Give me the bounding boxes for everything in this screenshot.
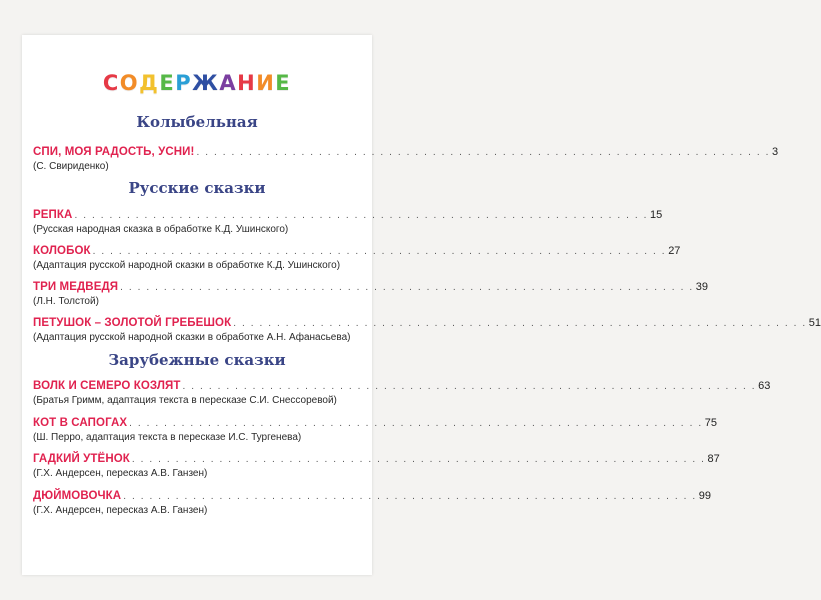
section-heading-lullaby: Колыбельная <box>136 113 258 131</box>
page-number: 15 <box>650 209 663 221</box>
entry-title[interactable]: ПЕТУШОК – ЗОЛОТОЙ ГРЕБЕШОК <box>33 317 232 329</box>
title-letter: И <box>256 71 276 95</box>
page-number: 3 <box>772 146 779 158</box>
toc-entry[interactable] <box>33 243 681 273</box>
title-letter: С <box>102 71 120 95</box>
toc-entry[interactable] <box>33 451 720 481</box>
page-number: 51 <box>808 317 821 329</box>
entry-title[interactable]: ГАДКИЙ УТЁНОК <box>33 453 130 465</box>
entry-author: (Г.Х. Андерсен, пересказ А.В. Ганзен) <box>33 505 208 516</box>
dot-leader: . . . . . . . . . . . . . . . . . . . . . . . . . . . . . . . . . . . . . . . . . . . . . . . . . . . . . . . . . . . . . . . . . . <box>233 318 807 329</box>
entry-author: (Адаптация русской народной сказки в обработке А.Н. Афанасьева) <box>33 332 351 343</box>
dot-leader: . . . . . . . . . . . . . . . . . . . . . . . . . . . . . . . . . . . . . . . . . . . . . . . . . . . . . . . . . . . . . . . . . . <box>74 210 648 221</box>
entry-title[interactable]: ДЮЙМОВОЧКА <box>33 490 122 502</box>
dot-leader: . . . . . . . . . . . . . . . . . . . . . . . . . . . . . . . . . . . . . . . . . . . . . . . . . . . . . . . . . . . . . . . . . . <box>129 418 703 429</box>
title-letter: А <box>219 71 238 95</box>
entry-title[interactable]: ВОЛК И СЕМЕРО КОЗЛЯТ <box>33 380 181 392</box>
page-number: 87 <box>707 453 720 465</box>
entry-author: (С. Свириденко) <box>33 161 109 172</box>
dot-leader: . . . . . . . . . . . . . . . . . . . . . . . . . . . . . . . . . . . . . . . . . . . . . . . . . . . . . . . . . . . . . . . . . . <box>92 246 667 257</box>
entry-title[interactable]: ТРИ МЕДВЕДЯ <box>33 281 119 293</box>
dot-leader: . . . . . . . . . . . . . . . . . . . . . . . . . . . . . . . . . . . . . . . . . . . . . . . . . . . . . . . . . . . . . . . . . . <box>123 491 697 502</box>
title-letter: Ж <box>192 71 220 95</box>
page-number: 63 <box>758 380 771 392</box>
toc-entry[interactable] <box>33 488 712 518</box>
page-number: 27 <box>668 245 681 257</box>
title-letter: Е <box>275 71 292 95</box>
toc-entry[interactable] <box>33 378 771 408</box>
section-heading-russian-tales: Русские сказки <box>128 179 266 197</box>
toc-entry[interactable] <box>33 144 779 174</box>
page-number: 99 <box>698 490 712 502</box>
dot-leader: . . . . . . . . . . . . . . . . . . . . . . . . . . . . . . . . . . . . . . . . . . . . . . . . . . . . . . . . . . . . . . . . . . <box>182 381 757 392</box>
dot-leader: . . . . . . . . . . . . . . . . . . . . . . . . . . . . . . . . . . . . . . . . . . . . . . . . . . . . . . . . . . . . . . . . . . <box>120 282 694 293</box>
title-letter: Н <box>237 71 257 95</box>
page-title <box>22 71 372 95</box>
title-letter: О <box>119 71 140 95</box>
dot-leader: . . . . . . . . . . . . . . . . . . . . . . . . . . . . . . . . . . . . . . . . . . . . . . . . . . . . . . . . . . . . . . . . . . <box>196 147 771 158</box>
entry-author: (Братья Гримм, адаптация текста в пересказе С.И. Снессоревой) <box>33 395 337 406</box>
page-number: 75 <box>704 417 717 429</box>
entry-author: (Русская народная сказка в обработке К.Д. Ушинского) <box>33 224 289 235</box>
toc-entry[interactable] <box>33 207 663 237</box>
toc-entry[interactable] <box>33 315 821 345</box>
title-letter: Е <box>159 71 176 95</box>
entry-author: (Ш. Перро, адаптация текста в пересказе И.С. Тургенева) <box>33 432 302 443</box>
book-page <box>22 35 821 575</box>
title-letter: Д <box>139 71 160 95</box>
title-letter: Р <box>175 71 193 95</box>
dot-leader: . . . . . . . . . . . . . . . . . . . . . . . . . . . . . . . . . . . . . . . . . . . . . . . . . . . . . . . . . . . . . . . . . . <box>131 454 706 465</box>
entry-title[interactable]: КОТ В САПОГАХ <box>33 417 128 429</box>
entry-title[interactable]: КОЛОБОК <box>33 245 91 257</box>
section-heading-foreign-tales: Зарубежные сказки <box>108 351 286 369</box>
entry-author: (Г.Х. Андерсен, пересказ А.В. Ганзен) <box>33 468 208 479</box>
entry-author: (Адаптация русской народной сказки в обработке К.Д. Ушинского) <box>33 260 341 271</box>
page-number: 39 <box>695 281 708 293</box>
entry-title[interactable]: РЕПКА <box>33 209 73 221</box>
toc-entry[interactable] <box>33 279 708 309</box>
entry-author: (Л.Н. Толстой) <box>33 296 99 307</box>
entry-title[interactable]: СПИ, МОЯ РАДОСТЬ, УСНИ! <box>33 146 195 158</box>
toc-entry[interactable] <box>33 415 717 445</box>
